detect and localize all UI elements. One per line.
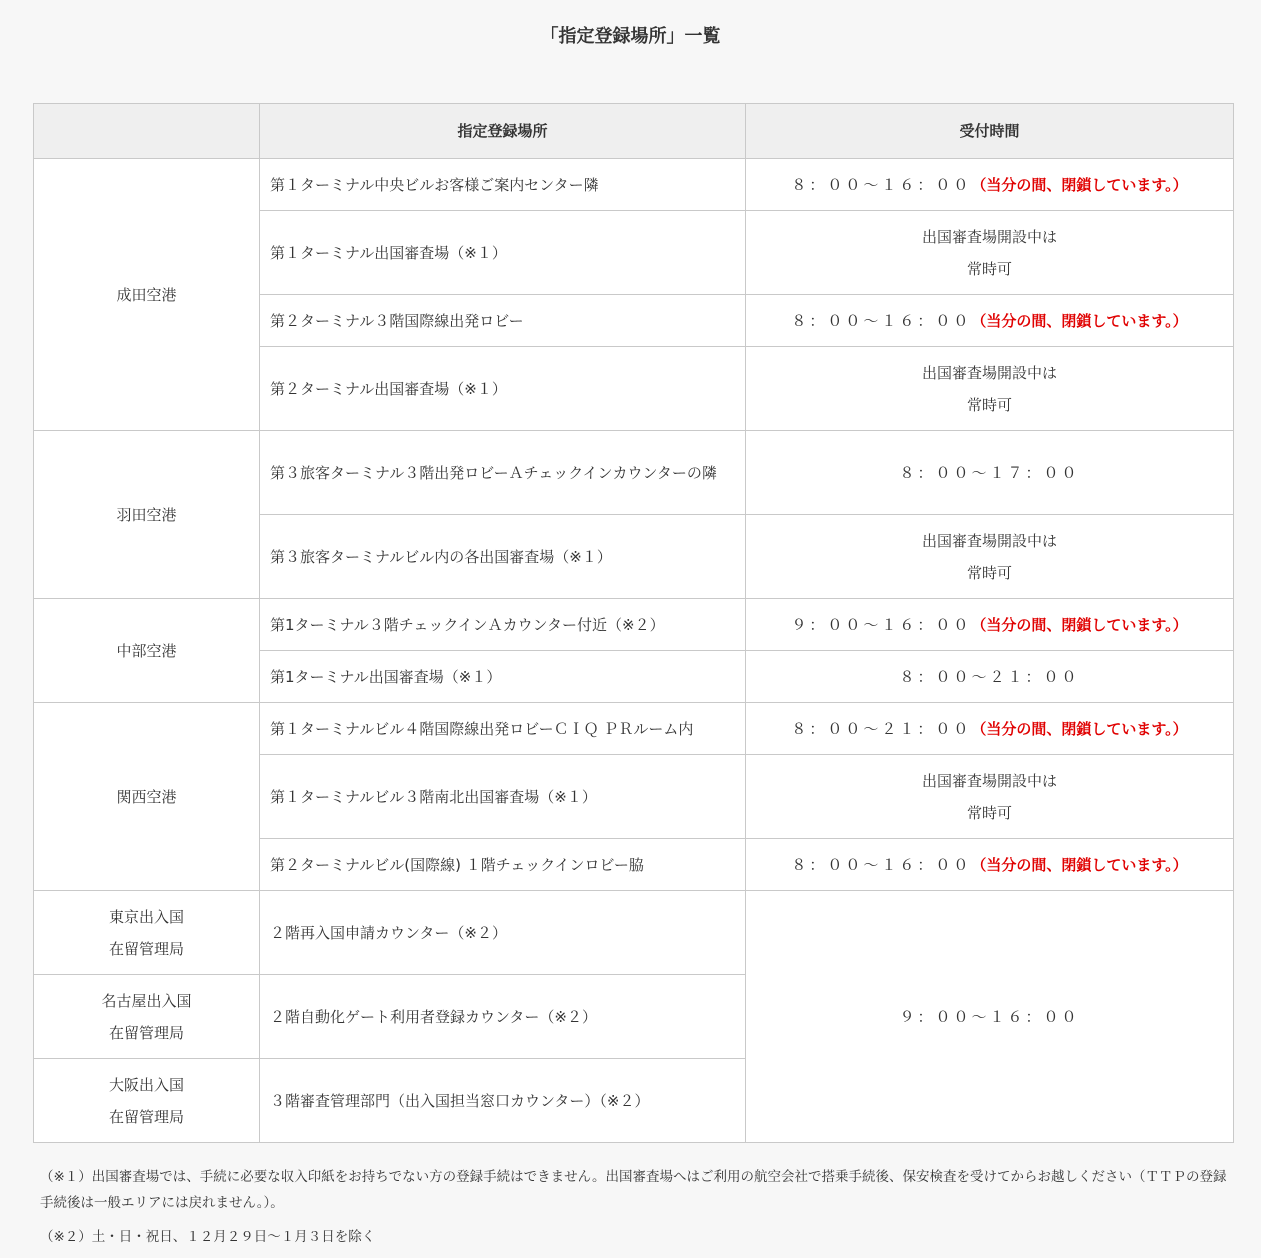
closed-notice: （当分の間、閉鎖しています。） [971, 175, 1188, 194]
table-row [34, 891, 1234, 975]
footnote-2: （※２）土・日・祝日、１２月２９日～１月３日を除く [40, 1229, 376, 1245]
area-name-line: 東京出入国 [108, 907, 184, 926]
place-cell: ３階審査管理部門（出入国担当窓口カウンター）（※２） [260, 1059, 746, 1143]
time-line: 常時可 [966, 395, 1012, 414]
time-cell-shared [746, 891, 1234, 1143]
header-area [34, 104, 260, 159]
area-kansai: 関西空港 [34, 703, 260, 891]
place-cell: 第２ターミナル３階国際線出発ロビー [260, 295, 746, 347]
time-cell [746, 159, 1234, 211]
page-title: 「指定登録場所」一覧 [540, 26, 721, 47]
area-tokyo-bureau [34, 891, 260, 975]
closed-notice: （当分の間、閉鎖しています。） [971, 311, 1188, 330]
area-name-line: 大阪出入国 [108, 1075, 184, 1094]
closed-notice: （当分の間、閉鎖しています。） [971, 615, 1188, 634]
time-line: 常時可 [966, 803, 1012, 822]
time-line: 出国審査場開設中は [921, 227, 1057, 246]
time-line: 出国審査場開設中は [921, 363, 1057, 382]
closed-notice: （当分の間、閉鎖しています。） [971, 719, 1188, 738]
place-cell: 第１ターミナル中央ビルお客様ご案内センター隣 [260, 159, 746, 211]
registration-locations-table [33, 103, 1234, 1143]
footnotes [40, 1164, 1230, 1258]
time-value: ８：００～２１：００ [899, 667, 1080, 686]
place-cell: 第３旅客ターミナルビル内の各出国審査場（※１） [260, 515, 746, 599]
place-cell: 第１ターミナルビル３階南北出国審査場（※１） [260, 755, 746, 839]
time-cell [746, 703, 1234, 755]
time-cell [746, 347, 1234, 431]
area-name-line: 名古屋出入国 [101, 991, 192, 1010]
table-row [34, 703, 1234, 755]
time-line: 出国審査場開設中は [921, 771, 1057, 790]
time-value: ８：００～１７：００ [899, 463, 1080, 482]
place-cell: 第１ターミナル出国審査場（※１） [260, 211, 746, 295]
table-row [34, 599, 1234, 651]
place-cell: 第1ターミナル３階チェックインＡカウンター付近（※２） [260, 599, 746, 651]
table-row [34, 159, 1234, 211]
time-cell [746, 651, 1234, 703]
time-cell [746, 211, 1234, 295]
place-cell: 第２ターミナルビル(国際線) １階チェックインロビー脇 [260, 839, 746, 891]
place-cell: 第1ターミナル出国審査場（※１） [260, 651, 746, 703]
table-header-row [34, 104, 1234, 159]
time-cell [746, 839, 1234, 891]
place-cell: ２階自動化ゲート利用者登録カウンター（※２） [260, 975, 746, 1059]
area-haneda: 羽田空港 [34, 431, 260, 599]
footnote-1: （※１）出国審査場では、手続に必要な収入印紙をお持ちでない方の登録手続はできません。出国審査場へはご利用の航空会社で搭乗手続後、保安検査を受けてからお越しください（ＴＴＰの登録手続後は一般エリアには戻れません。）。 [40, 1169, 1227, 1211]
header-place: 指定登録場所 [260, 104, 746, 159]
area-chubu: 中部空港 [34, 599, 260, 703]
time-cell [746, 295, 1234, 347]
time-cell [746, 599, 1234, 651]
place-cell: 第３旅客ターミナル３階出発ロビーＡチェックインカウンターの隣 [260, 431, 746, 515]
area-name-line: 在留管理局 [108, 939, 184, 958]
table-row [34, 431, 1234, 515]
area-name-line: 在留管理局 [108, 1023, 184, 1042]
time-line: 常時可 [966, 563, 1012, 582]
place-cell: ２階再入国申請カウンター（※２） [260, 891, 746, 975]
header-time: 受付時間 [746, 104, 1234, 159]
time-value: ８：００～１６：００ [791, 175, 972, 194]
time-line: 出国審査場開設中は [921, 531, 1057, 550]
area-osaka-bureau [34, 1059, 260, 1143]
place-cell: 第１ターミナルビル４階国際線出発ロビーＣＩＱ ＰＲルーム内 [260, 703, 746, 755]
time-line: 常時可 [966, 259, 1012, 278]
time-value: ９：００～１６：００ [791, 615, 972, 634]
area-name-line: 在留管理局 [108, 1107, 184, 1126]
time-cell [746, 515, 1234, 599]
area-narita: 成田空港 [34, 159, 260, 431]
time-value: ８：００～１６：００ [791, 311, 972, 330]
time-value: ９：００～１６：００ [899, 1007, 1080, 1026]
place-cell: 第２ターミナル出国審査場（※１） [260, 347, 746, 431]
area-nagoya-bureau [34, 975, 260, 1059]
time-value: ８：００～１６：００ [791, 855, 972, 874]
closed-notice: （当分の間、閉鎖しています。） [971, 855, 1188, 874]
time-cell [746, 431, 1234, 515]
time-cell [746, 755, 1234, 839]
time-value: ８：００～２１：００ [791, 719, 972, 738]
